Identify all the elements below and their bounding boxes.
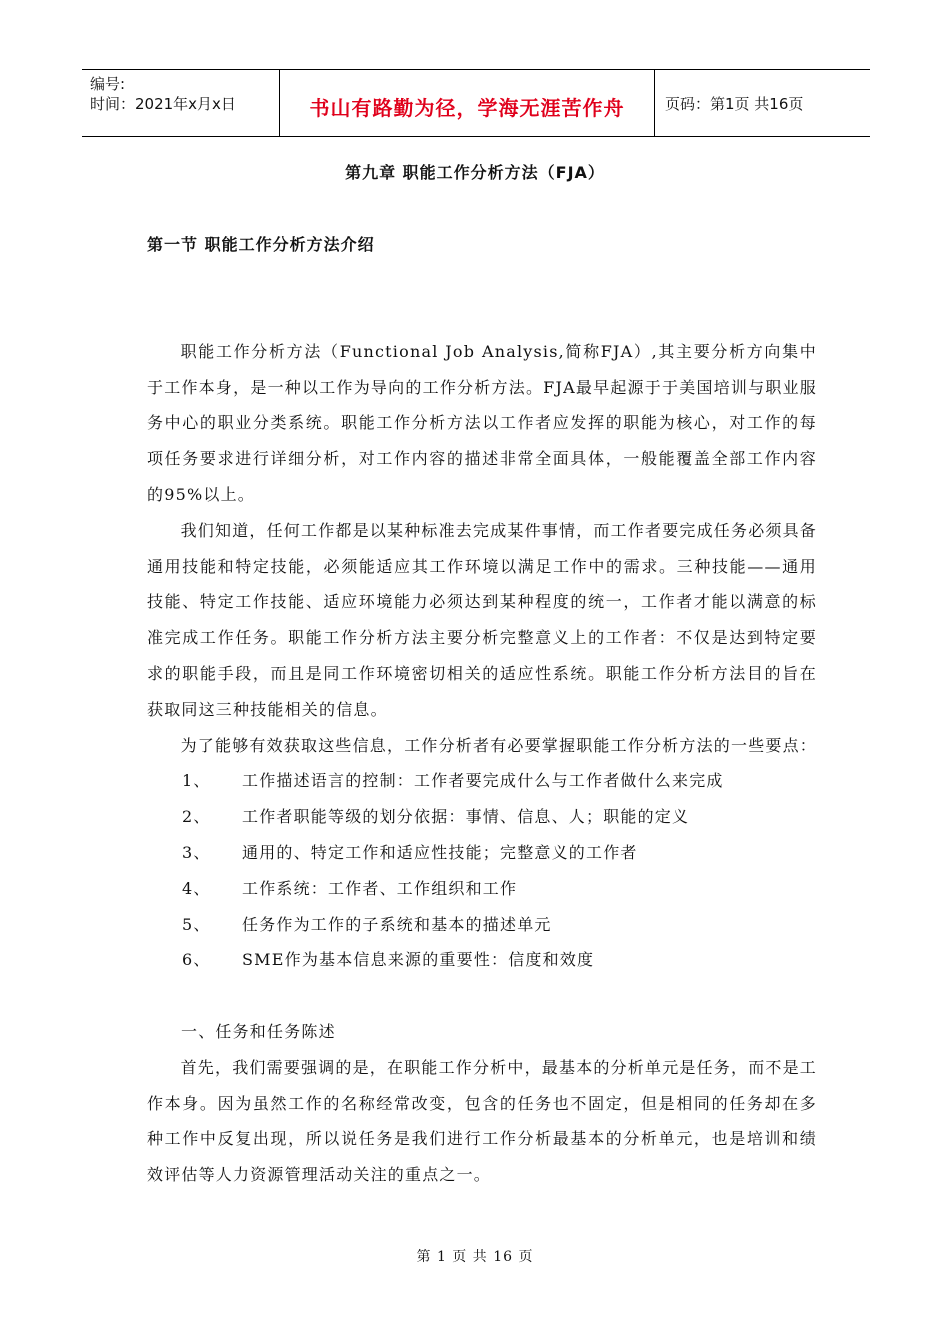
header-page-info: 页码：第1页 共16页 [665, 94, 804, 113]
list-item [147, 907, 817, 943]
keypoints-list [147, 763, 817, 978]
list-text: 工作描述语言的控制：工作者要完成什么与工作者做什么来完成 [242, 771, 724, 791]
list-number: 3、 [182, 842, 211, 862]
list-item [147, 871, 817, 907]
document-number-label: 编号: [90, 75, 126, 93]
list-text: SME作为基本信息来源的重要性：信度和效度 [242, 950, 595, 970]
page-header [82, 69, 870, 137]
paragraph-skills: 我们知道，任何工作都是以某种标准去完成某件事情，而工作者要完成任务必须具备通用技能和特定技能，必须能适应其工作环境以满足工作中的需求。三种技能——通用技能、特定工作技能、适应环境能力必须达到某种程度的统一，工作者才能以满意的标准完成工作任务。职能工作分析方法主要分析完整意义上的工作者：不仅是达到特定要求的职能手段，而且是同工作环境密切相关的适应性系统。职能工作分析方法目的旨在获取同这三种技能相关的信息。 [147, 520, 817, 719]
page-footer: 第 1 页 共 16 页 [416, 1249, 534, 1265]
header-meta [82, 70, 280, 136]
subsection-title: 一、任务和任务陈述 [181, 1021, 336, 1041]
paragraph-intro: 职能工作分析方法（Functional Job Analysis,简称FJA）,其主要分析方向集中于工作本身，是一种以工作为导向的工作分析方法。FJA最早起源于于美国培训与职业服务中心的职业分类系统。职能工作分析方法以工作者应发挥的职能为核心，对工作的每项任务要求进行详细分析，对工作内容的描述非常全面具体，一般能覆盖全部工作内容的95%以上。 [147, 341, 817, 504]
list-text: 工作系统：工作者、工作组织和工作 [242, 878, 518, 898]
document-time: 时间：2021年x月x日 [90, 95, 236, 113]
list-text: 工作者职能等级的划分依据：事情、信息、人；职能的定义 [242, 807, 690, 827]
list-item [147, 799, 817, 835]
header-motto: 书山有路勤为径，学海无涯苦作舟 [280, 70, 655, 136]
list-item [147, 763, 817, 799]
paragraph-keypoints: 为了能够有效获取这些信息，工作分析者有必要掌握职能工作分析方法的一些要点： [180, 735, 817, 755]
list-number: 1、 [182, 771, 211, 791]
chapter-title: 第九章 职能工作分析方法（FJA） [345, 163, 605, 182]
paragraph-tasks: 首先，我们需要强调的是，在职能工作分析中，最基本的分析单元是任务，而不是工作本身。因为虽然工作的名称经常改变，包含的任务也不固定，但是相同的任务却在多种工作中反复出现，所以说任务是我们进行工作分析最基本的分析单元，也是培训和绩效评估等人力资源管理活动关注的重点之一。 [147, 1057, 817, 1185]
list-text: 通用的、特定工作和适应性技能；完整意义的工作者 [242, 842, 638, 862]
list-item [147, 835, 817, 871]
list-number: 5、 [182, 914, 211, 934]
list-number: 6、 [182, 950, 211, 970]
document-body [147, 298, 817, 1193]
section-title: 第一节 职能工作分析方法介绍 [147, 235, 375, 254]
list-item [147, 942, 817, 978]
list-text: 任务作为工作的子系统和基本的描述单元 [242, 914, 552, 934]
list-number: 4、 [182, 878, 211, 898]
list-number: 2、 [182, 807, 211, 827]
